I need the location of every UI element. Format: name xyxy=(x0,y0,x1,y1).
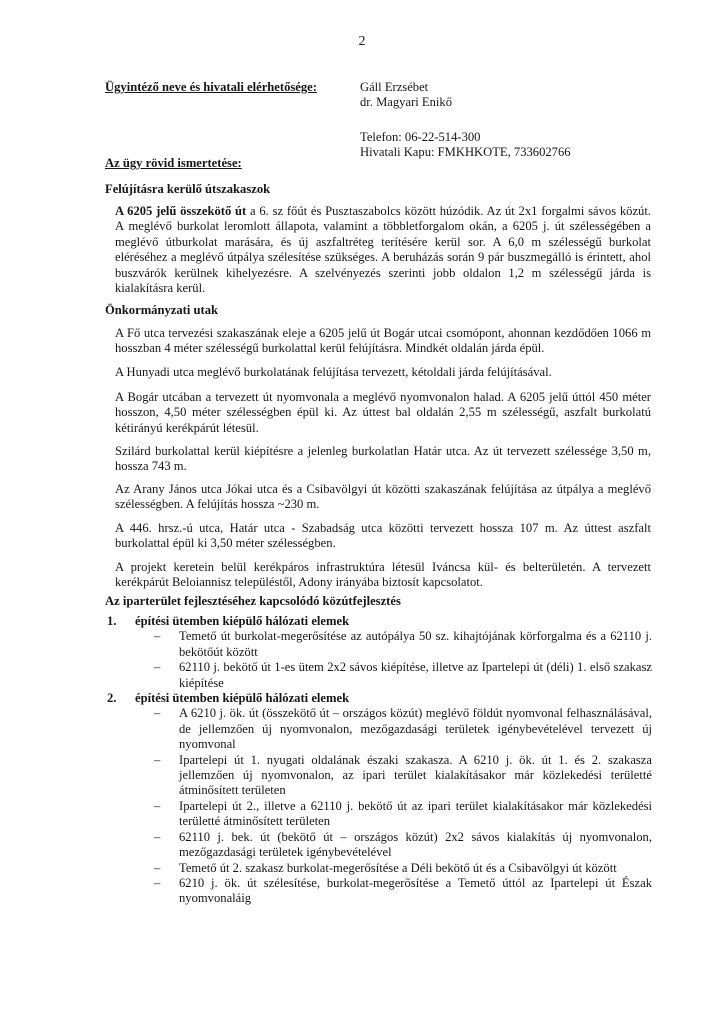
dash-bullet: – xyxy=(154,829,161,844)
list-item-text: Ipartelepi út 1. nyugati oldalának északi szakasza. A 6210 j. ök. út 1. és 2. szakasza jellemzően új nyomvonalon, az ipari terület kialakításakor már közlekedési területté átminősített területen xyxy=(179,752,652,798)
sub-list xyxy=(135,706,652,906)
section-heading: Felújításra kerülő útszakaszok xyxy=(105,182,271,196)
paragraph: A Bogár utcában a tervezett út nyomvonala a meglévő nyomvonalon halad. A 6205 jelű úttól 450 méter hosszon, 4,50 méter szélességben épül ki. Az úttest bal oldalán 2,55 m szélességű, aszfalt burkolatú kétirányú kerékpárút létesül. xyxy=(115,390,651,435)
list-item xyxy=(135,706,652,752)
list-item xyxy=(107,614,652,691)
list-number: 2. xyxy=(107,691,117,706)
dash-bullet: – xyxy=(154,875,161,890)
dash-bullet: – xyxy=(154,629,161,644)
paragraph-text: a 6. sz főút és Pusztaszabolcs között húzódik. Az út 2x1 forgalmi sávos közút. A meglévő burkolat leromlott állapota, valamint a többletforgalom okán, a 6205 j. út szélességében a meglévő útburkolat marására, és új aszfaltréteg terítésére kerül sor. A 6,0 m szélességű burkolat eléréséhez a meglévő útpálya szélesítése szükséges. A beruházás során 9 pár buszmegálló is érintett, ahol buszvárók kerülnek kihelyezésre. A szelvényezés szerinti jobb oldalon 1,2 m szélességű járda is kialakításra kerül. xyxy=(115,204,651,296)
section-heading: Az iparterület fejlesztéséhez kapcsolódó közútfejlesztés xyxy=(105,594,401,608)
list-item-text: Ipartelepi út 2., illetve a 62110 j. bekötő út az ipari terület kialakításakor már közlekedési területté átminősített területen xyxy=(179,798,652,829)
list-item-text: 6210 j. ök. út szélesítése, burkolat-megerősítése a Temető úttól az Ipartelepi út Észak nyomvonaláig xyxy=(179,875,652,906)
section-heading: Önkormányzati utak xyxy=(105,303,219,317)
contact-name: Gáll Erzsébet xyxy=(360,80,429,94)
dash-bullet: – xyxy=(154,706,161,721)
dash-bullet: – xyxy=(154,660,161,675)
summary-label: Az ügy rövid ismertetése: xyxy=(105,156,242,170)
list-item xyxy=(135,876,652,907)
list-item xyxy=(135,660,652,691)
list-item xyxy=(135,753,652,799)
list-item xyxy=(135,830,652,861)
list-item-text: A 6210 j. ök. út (összekötő út – országos közút) meglévő földút nyomvonal felhasználásával, de jellemzően új nyomvonalon, mezőgazdasági területek igénybevételével tervezett új nyomvonal xyxy=(179,706,652,752)
list-item-text: Temető út 2. szakasz burkolat-megerősítése a Déli bekötő út és a Csibavölgyi út között xyxy=(179,860,617,875)
dash-bullet: – xyxy=(154,860,161,875)
paragraph: A 446. hrsz.-ú utca, Határ utca - Szabadság utca közötti tervezett hossza 107 m. Az úttest aszfalt burkolattal épül ki 3,50 méter szélességben. xyxy=(115,521,651,551)
list-title: építési ütemben kiépülő hálózati elemek xyxy=(135,614,350,628)
sub-list xyxy=(135,629,652,691)
paragraph: A Fő utca tervezési szakaszának eleje a 6205 jelű út Bogár utcai csomópont, ahonnan kezdődően 1066 m hosszban 4 méter szélességű burkolattal kerül felújításra. Mindkét oldalán járda épül. xyxy=(115,326,651,356)
dash-bullet: – xyxy=(154,798,161,813)
paragraph: Az Arany János utca Jókai utca és a Csibavölgyi út közötti szakaszának felújítása az útpálya a meglévő szélességben. A felújítás hossza ~230 m. xyxy=(115,482,651,512)
page-number: 2 xyxy=(358,34,366,49)
paragraph: A Hunyadi utca meglévő burkolatának felújítása tervezett, kétoldali járda felújításával. xyxy=(115,365,552,379)
paragraph: A projekt keretein belül kerékpáros infrastruktúra létesül Iváncsa kül- és belterületén. A tervezett kerékpárút Beloiannisz településtől, Adony irányába biztosít kapcsolatot. xyxy=(115,560,651,590)
list-title: építési ütemben kiépülő hálózati elemek xyxy=(135,691,350,706)
list-item-text: 62110 j. bekötő út 1-es ütem 2x2 sávos kiépítése, illetve az Ipartelepi út (déli) 1. első szakasz kiépítése xyxy=(179,660,652,690)
list-item xyxy=(135,799,652,830)
list-number: 1. xyxy=(107,614,117,628)
list-item-text: 62110 j. bek. út (bekötő út – országos közút) 2x2 sávos kialakítás új nyomvonalon, mezőgazdasági területek igénybevételével xyxy=(179,829,652,860)
dash-bullet: – xyxy=(154,752,161,767)
numbered-list xyxy=(107,614,652,907)
list-item xyxy=(135,861,652,876)
list-item-text: Temető út burkolat-megerősítése az autópálya 50 sz. kihajtójának körforgalma és a 62110 j. bekötőút között xyxy=(179,629,652,659)
paragraph xyxy=(115,204,651,296)
road-name: A 6205 jelű összekötő út xyxy=(115,204,247,218)
contact-name: dr. Magyari Enikő xyxy=(360,95,452,110)
list-item xyxy=(135,629,652,660)
contact-gateway: Hivatali Kapu: FMKHKOTE, 733602766 xyxy=(360,145,571,160)
contact-block xyxy=(360,80,690,161)
paragraph: Szilárd burkolattal kerül kiépítésre a jelenleg burkolatlan Határ utca. Az út tervezett szélessége 3,50 m, hossza 743 m. xyxy=(115,444,651,474)
contact-label: Ügyintéző neve és hivatali elérhetősége: xyxy=(105,80,317,94)
contact-phone: Telefon: 06-22-514-300 xyxy=(360,129,481,144)
list-item xyxy=(107,691,652,907)
